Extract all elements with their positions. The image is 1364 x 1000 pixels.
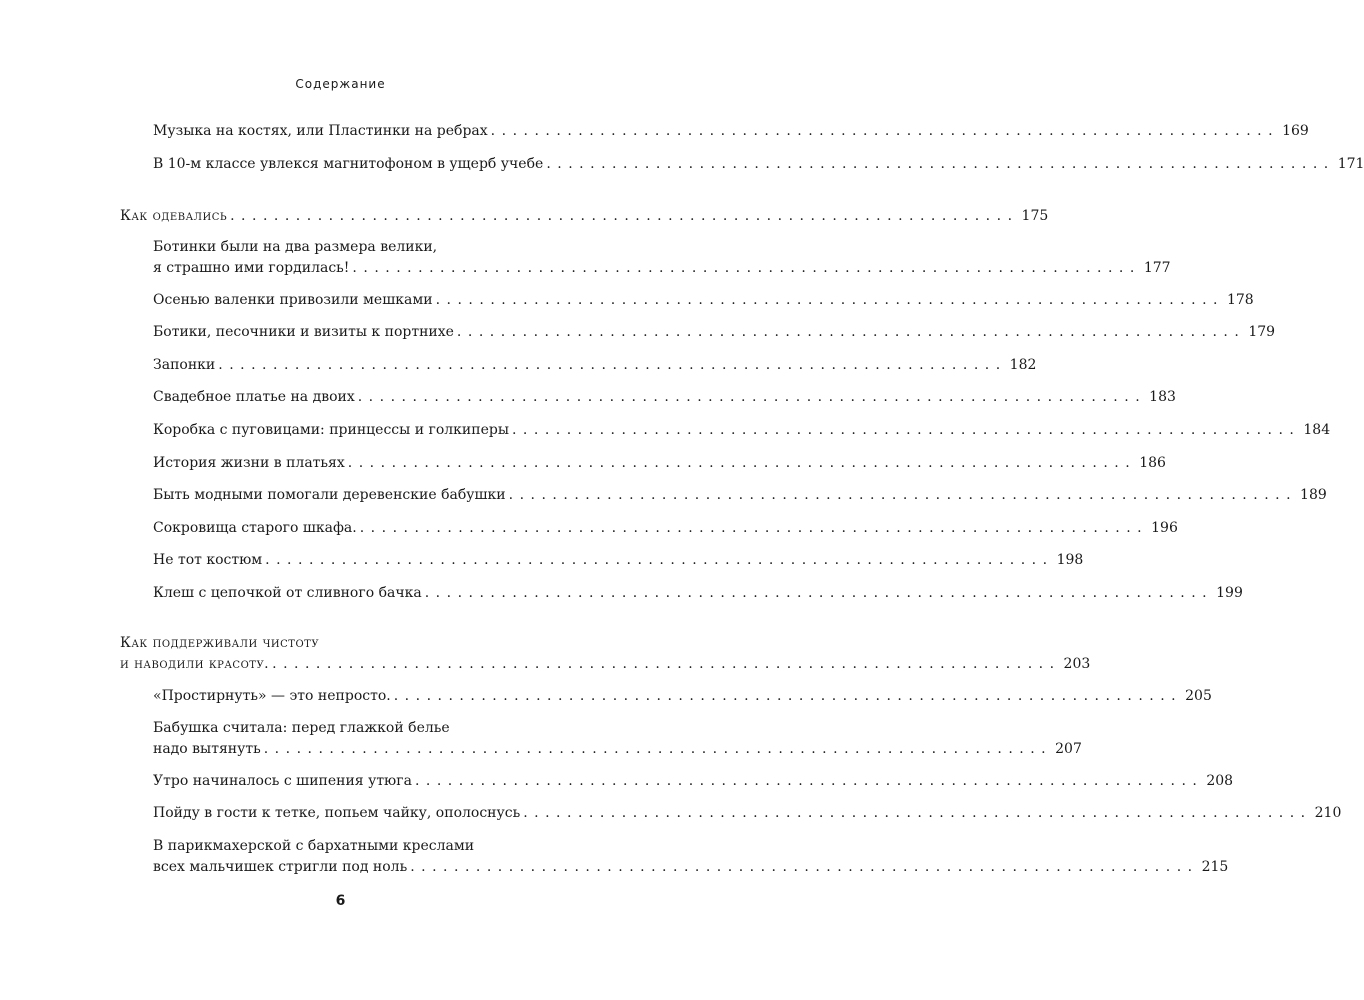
toc-entry-title: Осенью валенки привозили мешками: [153, 292, 433, 308]
toc-page-number: 183: [1149, 389, 1176, 405]
toc-page-number: 184: [1303, 422, 1331, 438]
toc-entry-title-line: Бабушка считала: перед глажкой белье: [153, 720, 450, 736]
toc-entry-title: всех мальчишек стригли под ноль: [153, 859, 408, 875]
toc-section-title: и наводили красоту.: [120, 656, 270, 672]
toc-entry: [153, 803, 1342, 824]
toc-entry: [153, 583, 1243, 604]
toc-page-number: 215: [1201, 859, 1229, 875]
toc-entry: [153, 718, 1082, 760]
toc-entry: [153, 355, 1037, 376]
dot-leader: ........................................................................: [456, 324, 1246, 340]
dot-leader: ........................................................................: [263, 741, 1053, 757]
dot-leader: ........................................................................: [490, 123, 1280, 139]
toc-page-number: 207: [1055, 741, 1082, 757]
toc-page-number: 169: [1282, 123, 1309, 139]
toc-entry-title: Быть модными помогали деревенские бабушки: [153, 487, 506, 503]
dot-leader: ........................................................................: [523, 805, 1312, 821]
dot-leader: ........................................................................: [410, 859, 1199, 875]
toc-section-title-line: Как поддерживали чистоту: [120, 635, 320, 651]
toc-page-number: 199: [1216, 585, 1243, 601]
running-head: Содержание: [295, 77, 386, 91]
toc-entry-title: Пойду в гости к тетке, попьем чайку, ополоснусь: [153, 805, 521, 821]
toc-entry: [153, 290, 1254, 311]
toc-page-number: 182: [1009, 357, 1037, 373]
toc-entry: [153, 686, 1212, 707]
toc-page-number: 210: [1314, 805, 1342, 821]
toc-entry: [153, 121, 1309, 142]
dot-leader: ........................................................................: [347, 455, 1137, 471]
dot-leader: ........................................................................: [393, 688, 1183, 704]
dot-leader: ........................................................................: [508, 487, 1298, 503]
toc-page-number: 205: [1185, 688, 1212, 704]
dot-leader: ........................................................................: [424, 585, 1214, 601]
toc-page-number: 208: [1206, 773, 1234, 789]
toc-entry-title: Клеш с цепочкой от сливного бачка: [153, 585, 422, 601]
toc-page-number: 203: [1063, 656, 1091, 672]
toc-page-number: 198: [1056, 552, 1084, 568]
toc-entry-title: «Простирнуть» — это непросто.: [153, 688, 391, 704]
toc-entry-title: Коробка с пуговицами: принцессы и голкиперы: [153, 422, 509, 438]
toc-section: [120, 633, 1091, 675]
toc-entry-title-line: В парикмахерской с бархатными креслами: [153, 838, 475, 854]
toc-section-title: Как одевались: [120, 208, 228, 224]
toc-entry: [153, 420, 1331, 441]
toc-entry-title: Сокровища старого шкафа.: [153, 520, 357, 536]
toc-page-number: 171: [1337, 156, 1364, 172]
dot-leader: ........................................................................: [435, 292, 1224, 308]
dot-leader: ........................................................................: [414, 773, 1204, 789]
toc-page-number: 179: [1248, 324, 1276, 340]
toc-entry-title: Музыка на костях, или Пластинки на ребрах: [153, 123, 488, 139]
toc-page-number: 196: [1151, 520, 1178, 536]
toc-page-number: 189: [1300, 487, 1327, 503]
toc-entry: [153, 453, 1166, 474]
dot-leader: ........................................................................: [265, 552, 1054, 568]
toc-entry-title: надо вытянуть: [153, 741, 261, 757]
toc-page-number: 177: [1143, 260, 1171, 276]
dot-leader: ........................................................................: [546, 156, 1335, 172]
toc-entry: [153, 485, 1327, 506]
dot-leader: ........................................................................: [218, 357, 1007, 373]
toc-entry-title: Запонки: [153, 357, 216, 373]
toc-entry: [153, 771, 1234, 792]
dot-leader: ........................................................................: [511, 422, 1301, 438]
toc-entry: [153, 322, 1276, 343]
toc-entry-title: я страшно ими гордилась!: [153, 260, 350, 276]
toc-entry-title-line: Ботинки были на два размера велики,: [153, 239, 438, 255]
toc-entry: [153, 387, 1176, 408]
dot-leader: ........................................................................: [352, 260, 1141, 276]
toc-entry: [153, 154, 1364, 175]
toc-section: [120, 206, 1049, 227]
toc-entry-title: Утро начиналось с шипения утюга: [153, 773, 412, 789]
dot-leader: ........................................................................: [272, 656, 1061, 672]
toc-page-number: 178: [1226, 292, 1254, 308]
dot-leader: ........................................................................: [357, 389, 1147, 405]
toc-entry-title: Ботики, песочники и визиты к портнихе: [153, 324, 454, 340]
toc-entry-title: Не тот костюм: [153, 552, 263, 568]
dot-leader: ........................................................................: [359, 520, 1149, 536]
toc-entry: [153, 550, 1084, 571]
toc-entry-title: В 10-м классе увлекся магнитофоном в ущерб учебе: [153, 156, 544, 172]
toc-entry: [153, 836, 1229, 878]
toc-entry-title: История жизни в платьях: [153, 455, 345, 471]
dot-leader: ........................................................................: [230, 208, 1019, 224]
page-number: 6: [335, 893, 346, 909]
toc-entry: [153, 237, 1171, 279]
toc-entry: [153, 518, 1178, 539]
toc-entry-title: Свадебное платье на двоих: [153, 389, 355, 405]
toc-page-number: 175: [1021, 208, 1049, 224]
toc-page-number: 186: [1139, 455, 1166, 471]
